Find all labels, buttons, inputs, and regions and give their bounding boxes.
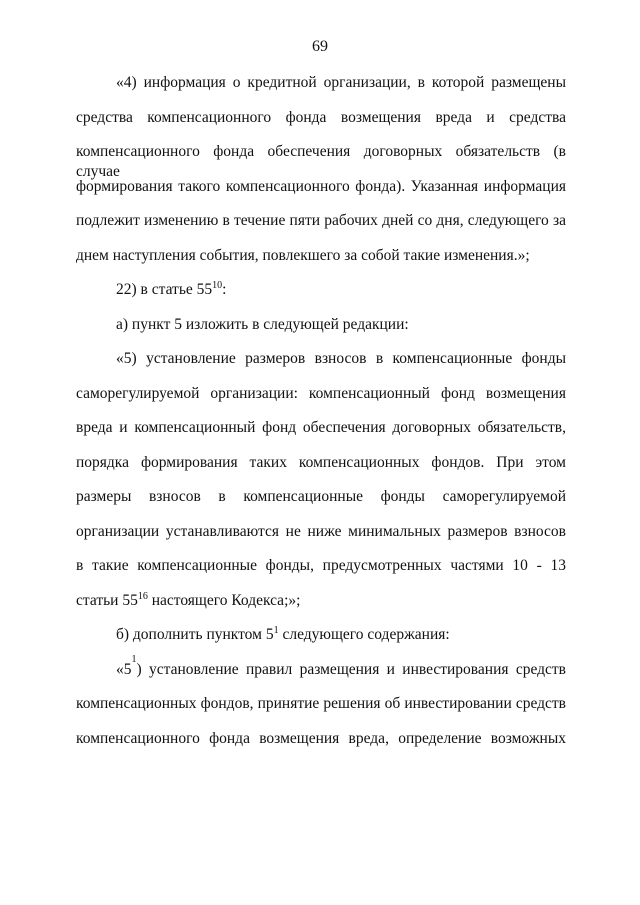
paragraph-4-line-8-superscript: 16 <box>137 590 148 602</box>
paragraph-4-line-8-post: настоящего Кодекса;»; <box>147 592 301 609</box>
paragraph-3: а) пункт 5 изложить в следующей редакции: <box>116 316 409 333</box>
paragraph-4-line-4: порядка формирования таких компенсационных фондов. При этом <box>76 454 566 471</box>
paragraph-2-superscript: 10 <box>212 279 223 291</box>
paragraph-4-line-7: в такие компенсационные фонды, предусмотренных частями 10 - 13 <box>76 557 566 574</box>
paragraph-4-line-6: организации устанавливаются не ниже минимальных размеров взносов <box>76 523 566 540</box>
paragraph-1-line-5: подлежит изменению в течение пяти рабочих дней со дня, следующего за <box>76 212 566 229</box>
paragraph-4-line-2: саморегулируемой организации: компенсационный фонд возмещения <box>76 385 566 402</box>
paragraph-2 <box>116 280 566 300</box>
paragraph-6-line-2: компенсационных фондов, принятие решения об инвестировании средств <box>76 695 566 712</box>
paragraph-4-line-5: размеры взносов в компенсационные фонды саморегулируемой <box>76 488 566 505</box>
paragraph-4-line-8-pre: статьи 55 <box>76 592 138 609</box>
paragraph-1-line-6: днем наступления события, повлекшего за собой такие изменения.»; <box>76 247 530 264</box>
paragraph-6-line-3: компенсационного фонда возмещения вреда, определение возможных <box>76 730 566 747</box>
paragraph-1-line-4: формирования такого компенсационного фонда). Указанная информация <box>76 178 566 195</box>
paragraph-6-line-1 <box>116 654 566 680</box>
paragraph-5 <box>116 625 566 645</box>
paragraph-6-line-1-superscript: 1 <box>131 654 137 665</box>
page-number: 69 <box>312 38 328 55</box>
paragraph-6-line-1-pre: «5 <box>116 661 132 678</box>
paragraph-4-line-1: «5) установление размеров взносов в компенсационные фонды <box>116 350 566 367</box>
paragraph-1-line-2: средства компенсационного фонда возмещения вреда и средства <box>76 109 566 126</box>
paragraph-1-line-3: компенсационного фонда обеспечения договорных обязательств (в случае <box>76 143 566 180</box>
paragraph-5-tail: следующего содержания: <box>278 626 450 643</box>
paragraph-2-text: 22) в статье 55 <box>116 281 213 298</box>
paragraph-4-line-3: вреда и компенсационный фонд обеспечения договорных обязательств, <box>76 419 566 436</box>
paragraph-2-tail: : <box>222 281 227 298</box>
paragraph-4-line-8 <box>76 591 566 611</box>
paragraph-5-text: б) дополнить пунктом 5 <box>116 626 274 643</box>
paragraph-1-line-1: «4) информация о кредитной организации, в которой размещены <box>116 74 566 91</box>
paragraph-6-line-1-post: ) установление правил размещения и инвестирования средств <box>136 661 566 678</box>
paragraph-5-superscript: 1 <box>273 624 279 636</box>
